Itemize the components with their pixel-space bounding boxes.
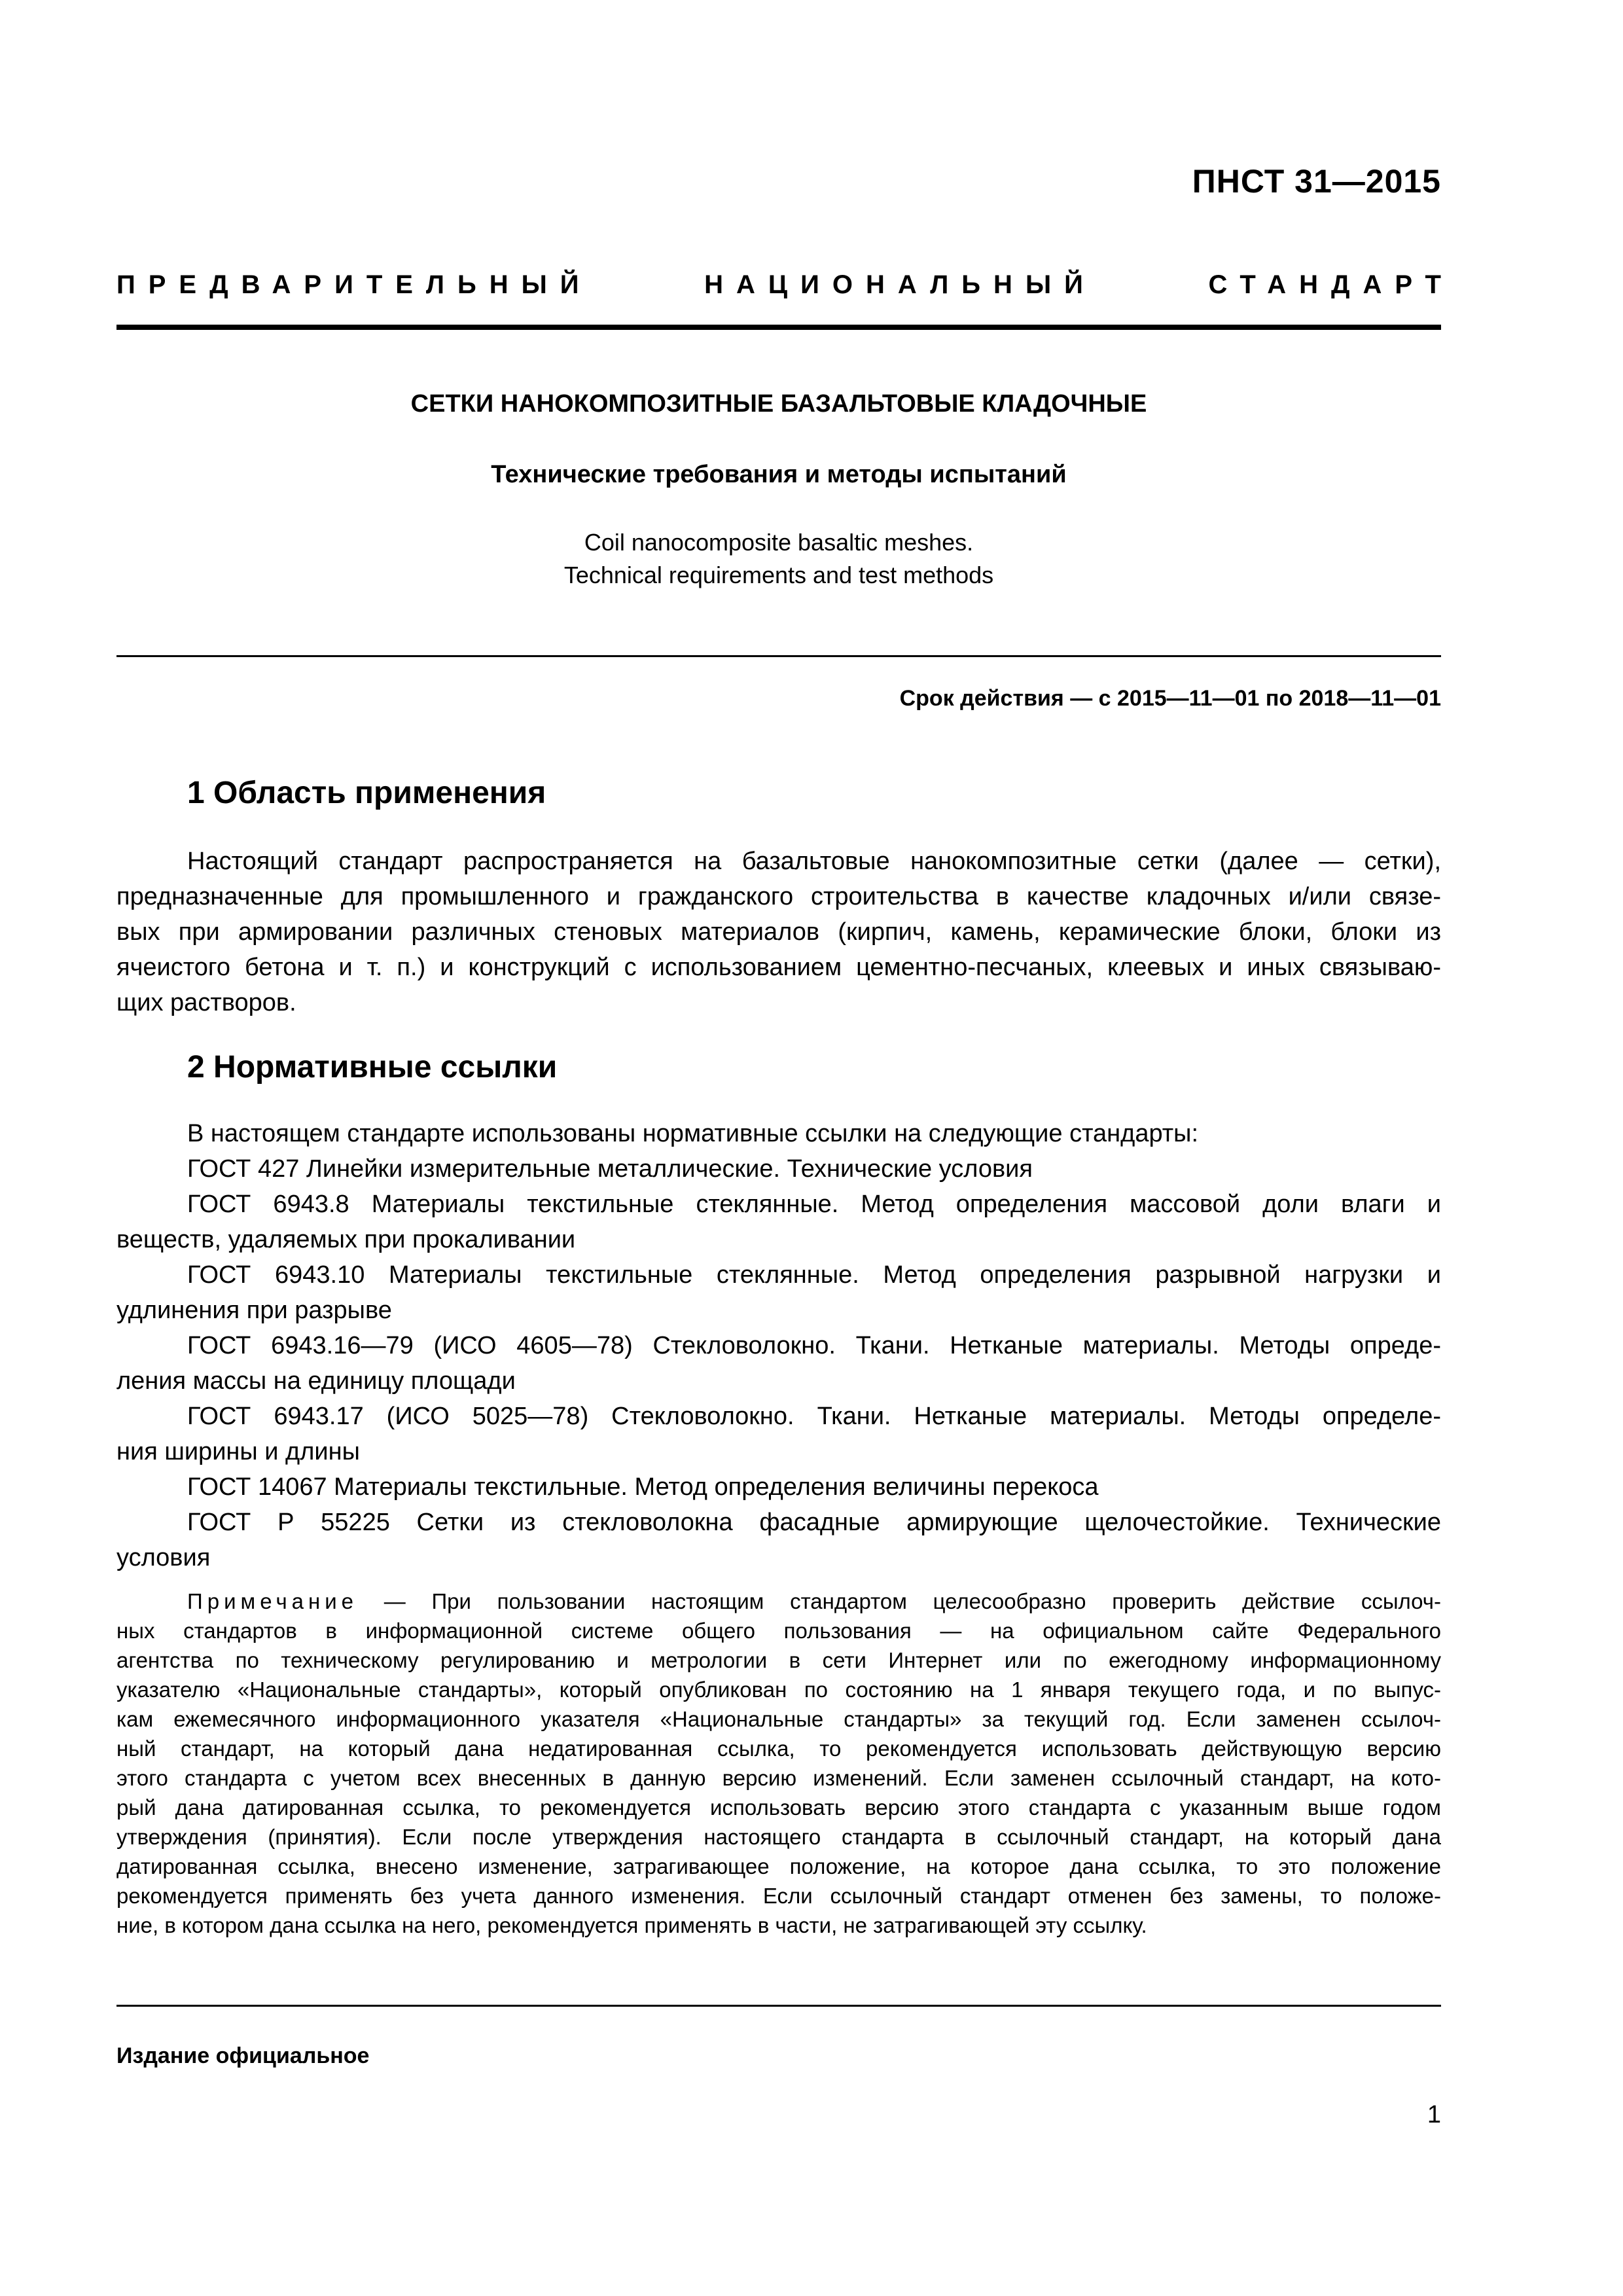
section-references-text xyxy=(116,1116,1441,1575)
english-title-line: Technical requirements and test methods xyxy=(563,562,994,588)
note-line: рый дана датированная ссылка, то рекомендуется использовать версию этого стандарта с указанным выше годом xyxy=(116,1795,1441,1820)
reference-item: ГОСТ 427 Линейки измерительные металлические. Технические условия xyxy=(187,1155,1033,1183)
edition-label: Издание официальное xyxy=(116,2043,370,2068)
english-title xyxy=(116,526,1441,592)
reference-item-cont: условия xyxy=(116,1544,211,1571)
header-divider xyxy=(116,325,1441,330)
document-title: СЕТКИ НАНОКОМПОЗИТНЫЕ БАЗАЛЬТОВЫЕ КЛАДОЧНЫЕ xyxy=(410,390,1147,418)
note-line: ных стандартов в информационной системе общего пользования — на официальном сайте Федерального xyxy=(116,1619,1441,1643)
english-title-line: Coil nanocomposite basaltic meshes. xyxy=(584,529,974,556)
reference-item-cont: веществ, удаляемых при прокаливании xyxy=(116,1226,576,1253)
reference-item: ГОСТ 6943.10 Материалы текстильные стеклянные. Метод определения разрывной нагрузки и xyxy=(187,1261,1441,1289)
text-line: В настоящем стандарте использованы нормативные ссылки на следующие стандарты: xyxy=(187,1120,1199,1147)
text-line: Настоящий стандарт распространяется на базальтовые нанокомпозитные сетки (далее — сетки), xyxy=(187,848,1441,875)
reference-item: ГОСТ 14067 Материалы текстильные. Метод определения величины перекоса xyxy=(187,1473,1099,1501)
section-scope-text xyxy=(116,844,1441,1020)
reference-item-cont: ния ширины и длины xyxy=(116,1438,360,1465)
note-line: указателю «Национальные стандарты», который опубликован по состоянию на 1 января текущего года, и по выпус- xyxy=(116,1677,1441,1702)
note-line: агентства по техническому регулированию и метрологии в сети Интернет или по ежегодному информационному xyxy=(116,1648,1441,1672)
note-line: датированная ссылка, внесено изменение, затрагивающее положение, на которое дана ссылка, то это положение xyxy=(116,1854,1441,1878)
note-line: кам ежемесячного информационного указателя «Национальные стандарты» за текущий год. Если заменен ссылоч- xyxy=(116,1707,1441,1731)
note-line: этого стандарта с учетом всех внесенных в данную версию изменений. Если заменен ссылочный стандарт, на кото- xyxy=(116,1766,1441,1790)
reference-item: ГОСТ 6943.16—79 (ИСО 4605—78) Стекловолокно. Ткани. Нетканые материалы. Методы опреде- xyxy=(187,1332,1441,1359)
reference-item: ГОСТ Р 55225 Сетки из стекловолокна фасадные армирующие щелочестойкие. Технические xyxy=(187,1509,1441,1536)
reference-item: ГОСТ 6943.17 (ИСО 5025—78) Стекловолокно. Ткани. Нетканые материалы. Методы определе- xyxy=(187,1403,1441,1430)
text-line: вых при армировании различных стеновых материалов (кирпич, камень, керамические блоки, блоки из xyxy=(116,918,1441,946)
section-heading-scope: 1 Область применения xyxy=(187,776,546,810)
section-heading-references: 2 Нормативные ссылки xyxy=(187,1050,558,1085)
reference-item-cont: удлинения при разрыве xyxy=(116,1297,392,1324)
note-line: ние, в котором дана ссылка на него, рекомендуется применять в части, не затрагивающей эту ссылку. xyxy=(116,1913,1147,1937)
note-line: утверждения (принятия). Если после утверждения настоящего стандарта в ссылочный стандарт, на который дана xyxy=(116,1825,1441,1849)
document-number: ПНСТ 31—2015 xyxy=(1192,163,1441,200)
note-first-line-text: — При пользовании настоящим стандартом целесообразно проверить действие ссылоч- xyxy=(358,1589,1441,1613)
document-subtitle: Технические требования и методы испытаний xyxy=(491,461,1067,488)
text-line: щих растворов. xyxy=(116,989,296,1016)
text-line: ячеистого бетона и т. п.) и конструкций с использованием цементно-песчаных, клеевых и иных связываю- xyxy=(116,954,1441,981)
title-divider xyxy=(116,655,1441,657)
reference-item: ГОСТ 6943.8 Материалы текстильные стеклянные. Метод определения массовой доли влаги и xyxy=(187,1191,1441,1218)
standard-type-word: СТАНДАРТ xyxy=(1208,270,1454,299)
note-block xyxy=(116,1587,1441,1940)
standard-type-word: НАЦИОНАЛЬНЫЙ xyxy=(704,270,1096,299)
validity-period: Срок действия — с 2015—11—01 по 2018—11—01 xyxy=(899,686,1441,711)
note-first-line xyxy=(116,1587,1441,1616)
footer-divider xyxy=(116,2005,1441,2007)
text-line: предназначенные для промышленного и гражданского строительства в качестве кладочных и/или связе- xyxy=(116,883,1441,910)
standard-type-word: ПРЕДВАРИТЕЛЬНЫЙ xyxy=(116,270,592,299)
note-label: Примечание xyxy=(187,1589,359,1613)
standard-type-banner xyxy=(116,265,1454,304)
note-line: ный стандарт, на который дана недатированная ссылка, то рекомендуется использовать действующую версию xyxy=(116,1736,1441,1761)
reference-item-cont: ления массы на единицу площади xyxy=(116,1367,516,1395)
note-line: рекомендуется применять без учета данного изменения. Если ссылочный стандарт отменен без замены, то положе- xyxy=(116,1884,1441,1908)
page-number: 1 xyxy=(1427,2101,1441,2128)
